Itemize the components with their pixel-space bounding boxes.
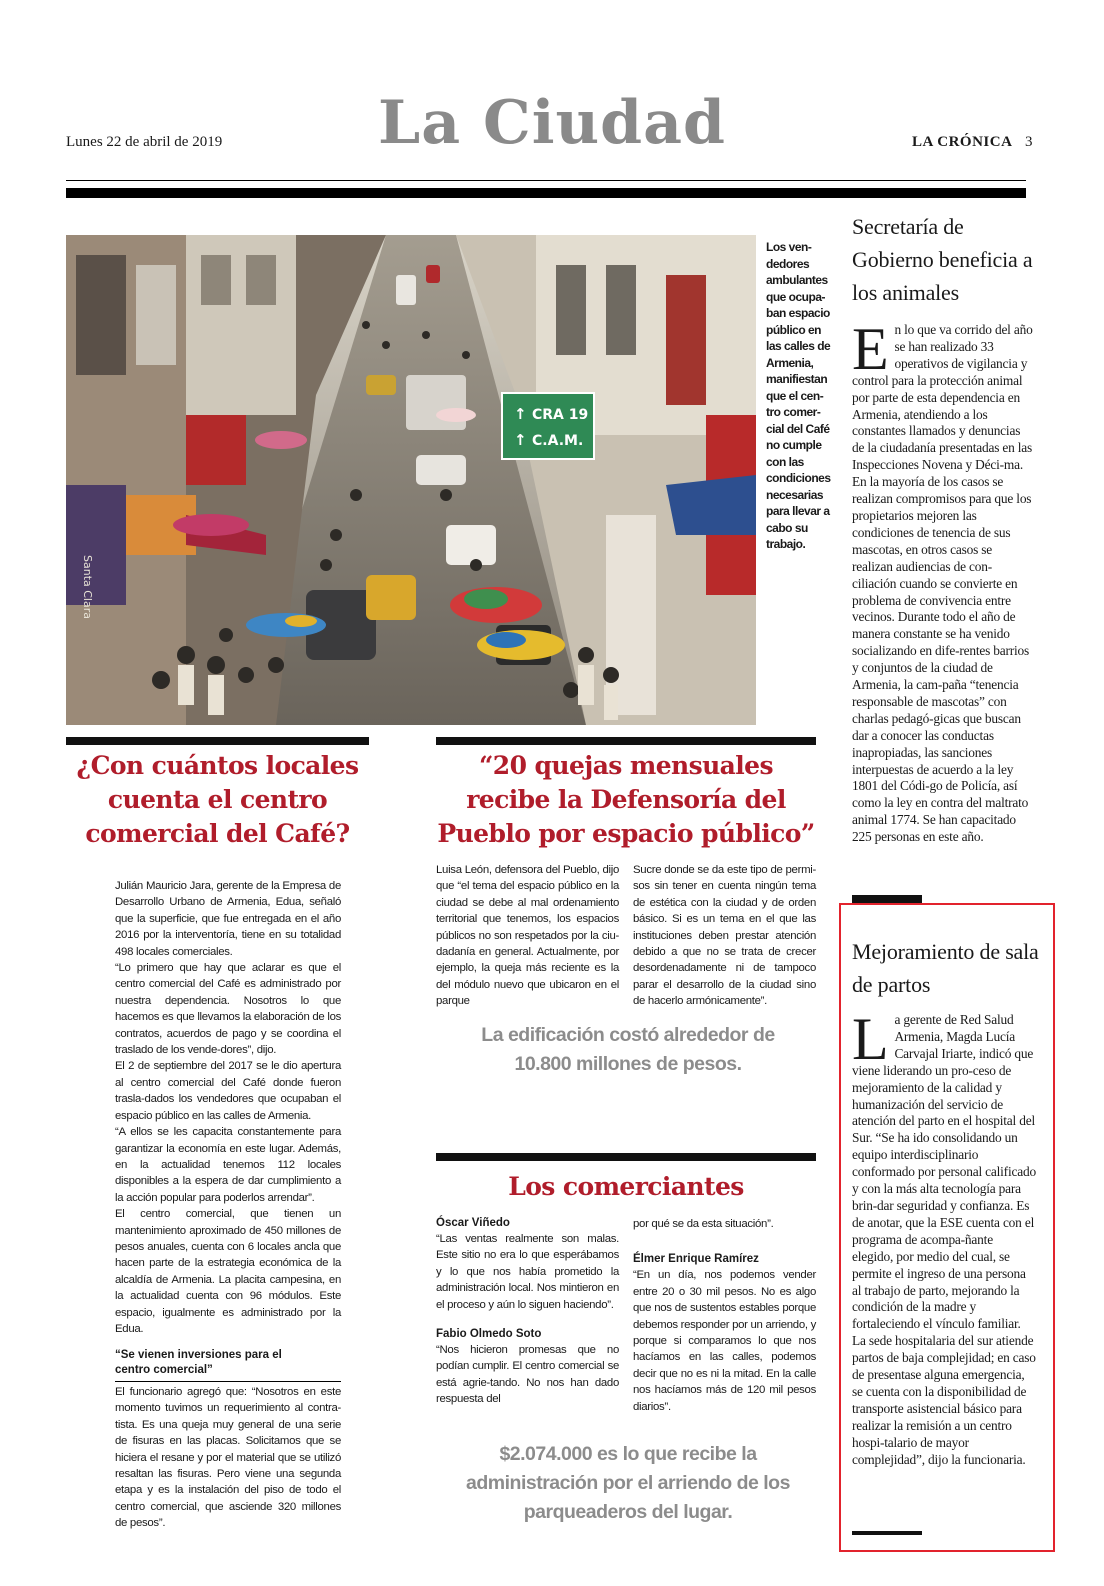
street-sign [502,393,594,459]
header-rule-thick [66,188,1026,198]
article3-column-2 [633,1216,816,1415]
article1-subhead: “Se vienen inversiones para el centro comercial” [115,1349,282,1376]
svg-text:↑: ↑ [514,431,527,449]
commenter-quote: “Nos hicieron promesas que no podían cumplir. El centro comercial se está agrie-tando. No nos han dado respuesta del [436,1344,619,1406]
article3-column-1 [436,1216,619,1408]
sign-line-1: CRA 19 [532,407,589,423]
article2-pullquote: La edificación costó alrededor de 10.800 millones de pesos. [481,1024,775,1075]
sign-line-2: C.A.M. [532,433,584,449]
article3-rule [436,1153,816,1161]
sidebar1-body [852,316,1035,846]
commenter-name: Fabio Olmedo Soto [436,1328,542,1341]
sidebar1-dropcap: E [852,316,889,382]
article1-paragraph: El 2 de septiembre del 2017 se le dio apertura al centro comercial del Café donde fueron trasla-dados los vendedores que ocupaban el espacio público en las calles de Armenia. [115,1060,341,1122]
article3-pullquote: $2.074.000 es lo que recibe la administración por el arriendo de los parqueaderos del lugar. [466,1443,790,1523]
sidebar1-text: n lo que va corrido del año se han realizado 33 operativos de vigilancia y control para la protección animal por parte de esta dependencia en Armenia, atendiendo a los constantes llamados y denuncias de la ciudadanía presentadas en las Inspecciones Novena y Déci-ma. En la mayoría de los casos se realizan compromisos para que los propietarios mejoren las condiciones de tenencia de sus mascotas, en otros casos se realizan audiencias de con-ciliación cuando se convierte en problema de convivencia entre vecinos. Durante todo el año de manera constante se ha venido socializando en dife-rentes barrios y conjuntos de la ciudad de Armenia, la cam-paña “tenencia responsable de mascotas” con charlas pedagó-gicas que buscan dar a conocer las conductas inapropiadas, las sanciones interpuestas de acuerdo a la ley 1801 del Códi-go de Policía, así como la ley en contra del maltrato animal 1774. Se han capacitado 225 personas en este año. [852,322,1033,845]
article2-column-1: Luisa León, defensora del Pueblo, dijo que “el tema del espacio público en la ciudad se debe al mal ordenamiento territorial que tenemos, los espacios públicos no son respetados por la ciu-dadanía en general. Actualmente, por ejemplo, la queja más reciente es la del módulo nuevo que ubicaron en el parque [436,864,619,1008]
photo-caption: Los ven-dedores ambulantes que ocupa-ban espacio público en las calles de Armenia, manifiestan que el cen-tro comer-cial del Café no cumple con las condiciones necesarias para llevar a cabo su trabajo. [766,240,831,551]
article2-headline: “20 quejas mensuales recibe la Defensoría del Pueblo por espacio público” [437,751,815,848]
section-title: La Ciudad [378,88,726,158]
sidebar2-bottom-rule [852,1531,922,1535]
commenter-name: Élmer Enrique Ramírez [633,1253,759,1266]
issue-date: Lunes 22 de abril de 2019 [66,134,223,150]
commenter-quote-continued: por qué se da esta situación”. [633,1218,774,1230]
commenter-quote: “Las ventas realmente son malas. Este sitio no era lo que esperábamos y lo que nos había prometido la administración local. Nos mintieron en el proceso y aún lo siguen haciendo”. [436,1233,619,1311]
sidebar1-title: Secretaría de Gobierno beneficia a los animales [852,214,1033,305]
article3-headline: Los comerciantes [508,1172,744,1201]
sidebar2-dropcap: L [852,1006,889,1072]
street-photo [66,235,756,725]
store-sign-text: Santa Clara [81,555,94,619]
street-scene-illustration [66,235,756,725]
sidebar2-text: a gerente de Red Salud Armenia, Magda Lucía Carvajal Iriarte, indicó que viene liderando un pro-ceso de mejoramiento de la calidad y humanización del servicio de atención del parto en el hospital del Sur. “Se ha ido consolidando un equipo interdisciplinario conformado por personal calificado y con la más alta tecnología para brin-dar seguridad y confianza. Es de anotar, que la ESE cuenta con el programa de acompa-ñante elegido, por medio del cual, se permite el ingreso de una persona al trabajo de parto, mejorando la condición de la madre y fortaleciendo el vínculo familiar. La sede hospitalaria del sur atiende partos de baja complejidad; en caso de presentase alguna emergencia, se cuenta con la disponibilidad de transporte asistencial básico para realizar la remisión a un centro hospi-talario de mayor complejidad”, dijo la funcionaria. [852,1012,1036,1467]
commenter-quote: “En un día, nos podemos vender entre 20 o 30 mil pesos. No es algo que nos de sustentos estables porque debemos responder por un arriendo, y porque si comparamos lo que nos hacíamos en las calles, podemos decir que no es ni la mitad. En la calle nos hacíamos más de 120 mil pesos diarios”. [633,1269,816,1413]
newspaper-name: LA CRÓNICA [912,134,1013,150]
sidebar2-title: Mejoramiento de sala de partos [852,939,1039,997]
article1-paragraph: “A ellos se les capacita constantemente para garantizar la economía en este lugar. Además, en la actualidad tenemos 112 locales disponibles a la espera de dar cumplimiento a la acción popular para poderlos arrendar”. [115,1126,341,1204]
article1-paragraph: “Lo primero que hay que aclarar es que el centro comercial del Café es administrado por nuestra dependencia. Nosotros lo que hacemos es que llevamos la elaboración de los contratos, acuerdos de pago y se coordina el traslado de los vende-dores”, dijo. [115,962,341,1057]
commenter-name: Óscar Viñedo [436,1217,510,1229]
sidebar2-rule [852,895,922,903]
article2-rule [436,737,816,745]
article1-headline: ¿Con cuántos locales cuenta el centro comercial del Café? [76,751,359,848]
article2-column-2: Sucre donde se da este tipo de permi-sos sin tener en cuenta ningún tema de estética con la ciudad y de orden básico. Si es un tema en el que las instituciones deben prestar atención debido a que no se trata de crecer desordenadamente ni de tampoco parar el desarrollo de la ciudad sino de hacerlo armónicamente”. [633,864,816,1008]
header-rule-thin [66,180,1026,181]
article1-closing: El funcionario agregó que: “Nosotros en este momento tuvimos un requerimiento al contra-tista. Es una queja muy general de una serie de fisuras en las placas. Solicitamos que se hiciera el resane y por el material que se utilizó resaltan las fisuras. Pero viene una segunda etapa y es la instalación del piso de todo el centro comercial, que asciende 320 millones de pesos”. [115,1386,341,1530]
sidebar2-body [852,1006,1036,1468]
article1-paragraph: Julián Mauricio Jara, gerente de la Empresa de Desarrollo Urbano de Armenia, Edua, señaló que la superficie, que fue entregada en el año 2016 por la interventoría, tiene en su totalidad 498 locales comerciales. [115,880,341,958]
page-number: 3 [1025,134,1033,150]
article1-rule [66,737,369,745]
article1-body [115,878,341,1337]
article1-subhead-rule [115,1381,341,1382]
svg-text:↑: ↑ [514,405,527,423]
article1-paragraph: El centro comercial, que tienen un mantenimiento aproximado de 450 millones de pesos anuales, cuenta con 6 locales ancla que hacen parte de la estrategia económica de la alcaldía de Armenia. La placita campesina, en la actualidad cuenta con 96 módulos. Este espacio, igualmente es administrado por la Edua. [115,1208,341,1335]
